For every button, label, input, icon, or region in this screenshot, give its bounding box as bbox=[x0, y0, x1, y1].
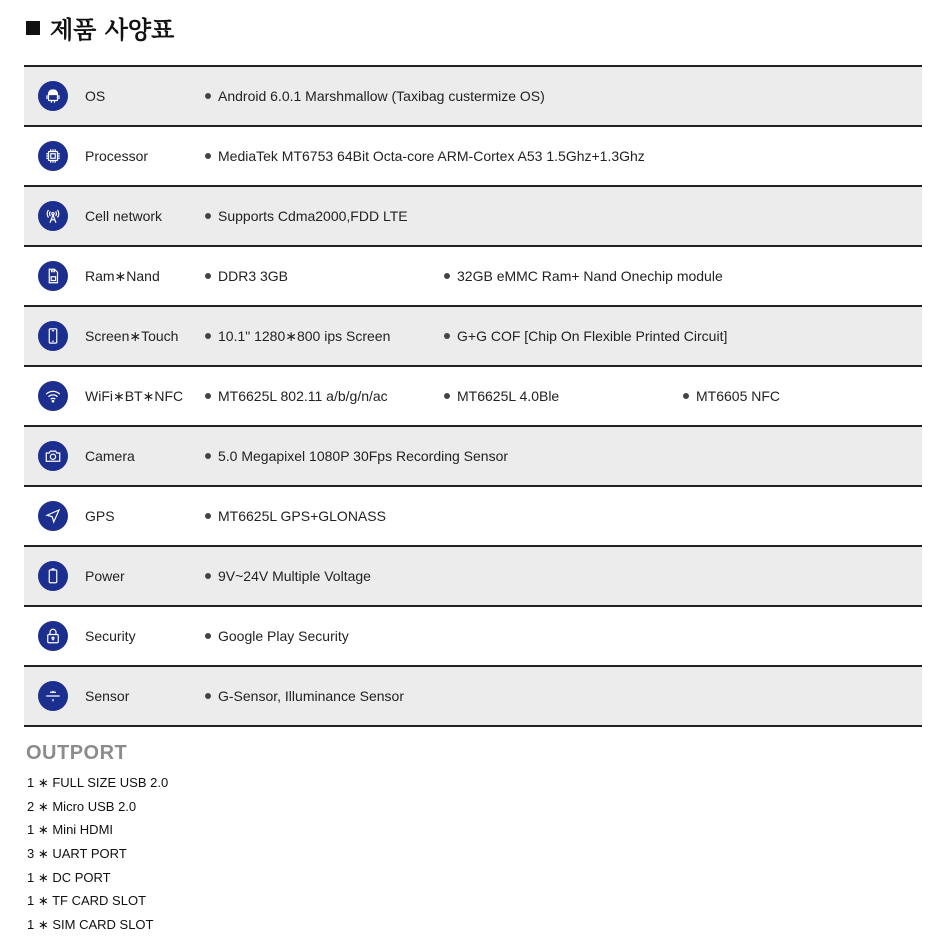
spec-row-gps bbox=[24, 487, 922, 547]
outport-item: 1 ∗ DC PORT bbox=[27, 869, 111, 885]
spec-value: MediaTek MT6753 64Bit Octa-core ARM-Cortex A53 1.5Ghz+1.3Ghz bbox=[205, 148, 645, 164]
android-icon bbox=[38, 81, 68, 111]
spec-value: G+G COF [Chip On Flexible Printed Circuit] bbox=[444, 328, 727, 344]
spec-value: MT6625L 802.11 a/b/g/n/ac bbox=[205, 388, 388, 404]
chip-icon bbox=[38, 141, 68, 171]
spec-row-processor bbox=[24, 127, 922, 187]
square-bullet-icon bbox=[26, 21, 40, 35]
spec-label: Security bbox=[85, 628, 136, 644]
spec-row-security bbox=[24, 607, 922, 667]
spec-label: Cell network bbox=[85, 208, 163, 224]
spec-row-sensor bbox=[24, 667, 922, 727]
sensor-icon bbox=[38, 681, 68, 711]
spec-value: MT6625L GPS+GLONASS bbox=[205, 508, 386, 524]
spec-value: MT6625L 4.0Ble bbox=[444, 388, 559, 404]
spec-value: Supports Cdma2000,FDD LTE bbox=[205, 208, 408, 224]
spec-value: G-Sensor, Illuminance Sensor bbox=[205, 688, 404, 704]
lock-icon bbox=[38, 621, 68, 651]
spec-value: 9V~24V Multiple Voltage bbox=[205, 568, 371, 584]
spec-value: MT6605 NFC bbox=[683, 388, 780, 404]
smartphone-icon bbox=[38, 321, 68, 351]
spec-label: Camera bbox=[85, 448, 135, 464]
spec-label: Power bbox=[85, 568, 125, 584]
page-title-text: 제품 사양표 bbox=[50, 16, 175, 44]
spec-value: DDR3 3GB bbox=[205, 268, 288, 284]
outport-item: 1 ∗ Mini HDMI bbox=[27, 822, 114, 838]
memory-card-icon bbox=[38, 261, 68, 291]
antenna-icon bbox=[38, 201, 68, 231]
spec-row-ram-nand bbox=[24, 247, 922, 307]
spec-label: WiFi∗BT∗NFC bbox=[85, 387, 184, 404]
spec-table bbox=[24, 65, 922, 727]
battery-icon bbox=[38, 561, 68, 591]
outport-item: 1 ∗ TF CARD SLOT bbox=[27, 893, 147, 909]
outport-item: 1 ∗ FULL SIZE USB 2.0 bbox=[27, 775, 169, 790]
spec-label: Screen∗Touch bbox=[85, 327, 179, 344]
outport-item: 3 ∗ UART PORT bbox=[27, 846, 127, 862]
spec-value: 5.0 Megapixel 1080P 30Fps Recording Sensor bbox=[205, 448, 508, 464]
spec-value: Android 6.0.1 Marshmallow (Taxibag custermize OS) bbox=[205, 88, 545, 104]
spec-row-os bbox=[24, 67, 922, 127]
outport-title: OUTPORT bbox=[26, 742, 128, 764]
spec-label: Sensor bbox=[85, 688, 130, 704]
spec-label: OS bbox=[85, 88, 106, 104]
spec-value: 10.1" 1280∗800 ips Screen bbox=[205, 328, 390, 345]
page-title bbox=[26, 10, 174, 45]
spec-row-screen-touch bbox=[24, 307, 922, 367]
camera-icon bbox=[38, 441, 68, 471]
spec-label: Processor bbox=[85, 148, 149, 164]
wifi-icon bbox=[38, 381, 68, 411]
spec-row-wifi-bt-nfc bbox=[24, 367, 922, 427]
spec-label: Ram∗Nand bbox=[85, 267, 160, 284]
spec-label: GPS bbox=[85, 508, 115, 524]
navigation-icon bbox=[38, 501, 68, 531]
spec-value: Google Play Security bbox=[205, 628, 349, 644]
outport-item: 2 ∗ Micro USB 2.0 bbox=[27, 798, 137, 814]
spec-row-cell-network bbox=[24, 187, 922, 247]
spec-value: 32GB eMMC Ram+ Nand Onechip module bbox=[444, 268, 723, 284]
outport-list bbox=[27, 773, 168, 939]
spec-row-camera bbox=[24, 427, 922, 487]
spec-row-power bbox=[24, 547, 922, 607]
outport-item: 1 ∗ SIM CARD SLOT bbox=[27, 917, 154, 933]
